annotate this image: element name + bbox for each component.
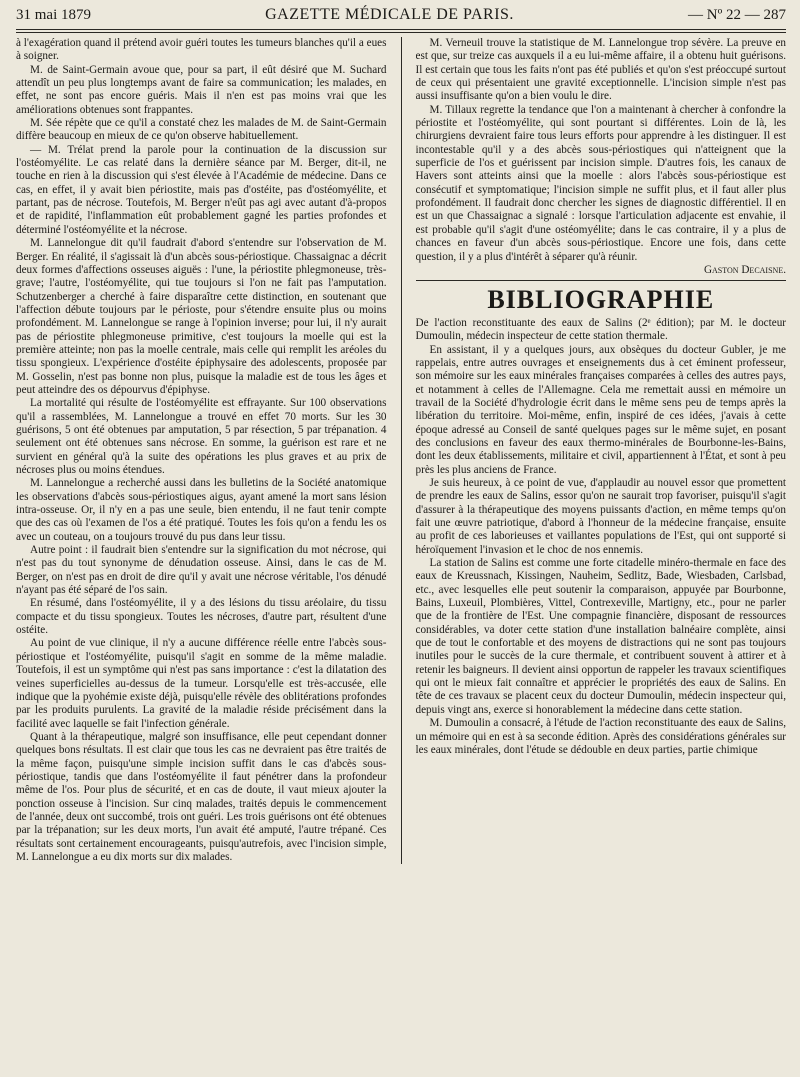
- paragraph: Quant à la thérapeutique, malgré son insuffisance, elle peut cependant donner quelques bons résultats. Il est clair que tous les cas ne devraient pas être traités de la même façon, puisqu'une simple incision suffit dans le cas d'abcès sous-périostique, tandis que dans l'ostéomyélite il faut pénétrer dans la profondeur même de l'os. Pour plus de sécurité, et en cas de doute, il vaut mieux ajouter la ponction osseuse à l'incision. Sur cinq malades, traités depuis le commencement de l'année, deux ont succombé, trois ont guéri. Les trois guérisons ont été obtenues par la trépanation; sur les deux morts, l'un avait été amputé, l'autre trépané. Ces résultats sont certainement encourageants, puisqu'autrefois, avec l'incision simple, M. Lannelongue a eu dix morts sur dix malades.: [16, 730, 387, 863]
- header-issue-page: [688, 7, 786, 24]
- paragraph: M. Dumoulin a consacré, à l'étude de l'action reconstituante des eaux de Salins, un mémoire qui en est à sa seconde édition. Après des considérations générales sur les eaux minérales, dont l'étude se dédouble en deux parties, partie chimique: [415, 717, 787, 756]
- paragraph: La station de Salins est comme une forte citadelle minéro-thermale en face des eaux de Kreussnach, Kissingen, Nauheim, Sedlitz, Bade, Wiesbaden, Carlsbad, etc., avec lesquelles elle peut soutenir la comparaison, appuyée par Bourbonne, Bains, Luxeuil, Plombières, Vittel, Contrexeville, Martigny, etc., pour ne parler que de la frontière de l'Est. Une compagnie financière, disposant de ressources considérables, va doter cette station d'une installation balnéaire complète, ainsi que de tout le confortable et des moyens de distractions qui ne sont pas toujours inutiles pour le succès de la cure thermale, et contribuent souvent à attirer et à retenir les baigneurs. Il devient ainsi opportun de rappeler les travaux scientifiques qui ont le mieux fait connaître et apprécier le propriétés des eaux de Salins. En tête de ces travaux se placent ceux du docteur Dumoulin, médecin inspecteur qui, depuis vingt ans, exerce si honorablement la médecine dans cette station.: [415, 557, 787, 716]
- header-rule-secondary: [16, 32, 786, 33]
- paragraph: M. Verneuil trouve la statistique de M. Lannelongue trop sévère. La preuve en est que, sur treize cas auxquels il a eu lui-même affaire, il a obtenu huit guérisons. Il est certain que tous les faits n'ont pas été publiés et qu'on s'est préoccupé surtout de ceux qui présentaient une gravité exceptionnelle. L'incision simple n'est pas aussi insuffisante qu'on a bien voulu le dire.: [415, 37, 787, 103]
- header-date: 31 mai 1879: [16, 7, 91, 23]
- book-title: De l'action reconstituante des eaux de Salins (2ᵉ édition); par M. le docteur Dumoulin, médecin inspecteur de cette station thermale.: [415, 316, 787, 343]
- paragraph: à l'exagération quand il prétend avoir guéri toutes les tumeurs blanches qu'il a eues à soigner.: [16, 37, 387, 63]
- paragraph: M. Tillaux regrette la tendance que l'on a maintenant à chercher à confondre la périostite et l'ostéomyélite, qui sont pourtant si différentes. Loin de là, les chirurgiens devraient faire tous leurs efforts pour apprendre à les distinguer. Il est incontestable qu'il y a des abcès sous-périostiques qui n'atteignent que la superficie de l'os et guérissent par incision simple. D'autres fois, les canaux de Havers sont atteints ainsi que la moelle : alors l'abcès sous-périostique est consécutif et symptomatique; l'incision simple ne suffit plus, et il faut aller plus profondément. Il faudrait donc chercher les signes de diagnostic différentiel. Il en est un que Chassaignac a signalé : lorsque l'articulation adjacente est envahie, il est probable qu'il s'agit d'une ostéomyélite; dans le cas contraire, il y a plus de chances en faveur d'un abcès sous-périostique. Encore une fois, dans cette question, il y a plus d'intérêt à séparer qu'à réunir.: [415, 103, 787, 263]
- paragraph: Au point de vue clinique, il n'y a aucune différence réelle entre l'abcès sous-périostique et l'ostéomyélite, puisqu'il s'agit en somme de la même maladie. Toutefois, il est un symptôme qui n'est pas sans importance : c'est la dilatation des veines superficielles au-dessus de la tumeur. Lorsqu'elle est très-accusée, elle indique que la pyohémie existe déjà, puisqu'elle révèle des oblitérations profondes par les produits purulents. La gravité de la maladie réside précisément dans la facilité avec laquelle se fait l'infection générale.: [16, 637, 387, 730]
- paragraph: M. Lannelongue a recherché aussi dans les bulletins de la Société anatomique les observations d'abcès sous-périostiques aigus, ayant amené la mort sans lésion intra-osseuse. Or, il n'y en a pas une seule, bien entendu, il ne faut tenir compte que des cas où l'examen de l'os a été pratiqué. Toutes les fois qu'on a fendu les os avec un couteau, on a toujours trouvé du pus dans leur tissu.: [16, 477, 387, 543]
- column-divider: [401, 37, 402, 864]
- paragraph: M. Lannelongue dit qu'il faudrait d'abord s'entendre sur l'observation de M. Berger. En réalité, il s'agissait là d'un abcès sous-périostique. Chassaignac a décrit deux formes d'affections osseuses aiguës : l'une, la périostite phlegmoneuse, très-grave; l'autre, l'ostéomyélite, qui tue toujours si l'on ne fait pas l'amputation. Schutzenberger a cherché à faire disparaître cette distinction, en soutenant que l'affection débute toujours par le périoste, pour s'étendre ensuite plus ou moins profondément. M. Lannelongue se range à l'opinion inverse; pour lui, il n'y aurait pas de périostite phlegmoneuse primitive, c'est toujours la moelle qui est la première atteinte; non pas la moelle centrale, mais celle qui remplit les aréoles du tissu spongieux. L'expérience d'ostéite épiphysaire des adolescents, proposée par M. Gosselin, n'est pas bonne non plus, puisque la maladie est de tous les âges et peut atteindre des os dépourvus d'épiphyse.: [16, 237, 387, 396]
- journal-title: GAZETTE MÉDICALE DE PARIS.: [265, 6, 514, 23]
- paragraph: La mortalité qui résulte de l'ostéomyélite est effrayante. Sur 100 observations qu'il a rassemblées, M. Lannelongue a trouvé en effet 70 morts. Sur les 30 guérisons, 5 ont été obtenues par amputation, 5 par résection, 5 par trépanation. 4 seulement ont été obtenues sans nécrose. En somme, la guérison est rare et ne survient en général qu'à la suite des opérations les plus graves et au prix de nécroses plus ou moins étendues.: [16, 397, 387, 476]
- header-rule: [16, 29, 786, 30]
- paragraph: En résumé, dans l'ostéomyélite, il y a des lésions du tissu aréolaire, du tissu compacte et du tissu spongieux. Toutes les nécroses, d'autre part, résultent d'une ostéite.: [16, 597, 387, 637]
- paragraph: — M. Trélat prend la parole pour la continuation de la discussion sur l'ostéomyélite. Le cas relaté dans la dernière séance par M. Berger, dit-il, ne touche en rien à la discussion qui s'est élevée à l'Académie de médecine. Dans ce cas, en effet, il y avait bien périostite, mais pas d'ostéite, pas d'ostéomyélite, et partant, pas de nécrose. Toutefois, M. Berger n'eût pas agi avec autant d'à-propos et de rapidité, l'inflammation eût probablement gagné les parties profondes et déterminé l'ostéomyélite et la nécrose.: [16, 143, 387, 236]
- issue-number: — Nº 22 —: [688, 7, 760, 23]
- left-column: [16, 37, 387, 864]
- section-rule: [416, 280, 787, 281]
- paragraph: Je suis heureux, à ce point de vue, d'applaudir au nouvel essor que promettent de prendre les eaux de Salins, essor qu'on ne saurait trop favoriser, puisqu'il s'agit d'assurer à la thérapeutique des moyens puissants d'action, en même temps qu'on fait une œuvre patriotique, d'abord à l'honneur de la médecine française, ensuite au profit de ces laborieuses et vaillantes populations de l'Est, qui ont supporté si héroïquement l'invasion et le choc de nos ennemis.: [415, 476, 787, 556]
- paragraph: En assistant, il y a quelques jours, aux obsèques du docteur Gubler, je me rappelais, entre autres ouvrages et enseignements dus à cet éminent professeur, son mémoire sur les eaux minérales françaises comparées à celles des autres pays, et notamment à celles de l'Allemagne. Cela me remettait aussi en mémoire un travail de la Société d'hydrologie écrit dans le même sens peu de temps après la libération du territoire. Moi-même, enfin, inspiré de ces idées, j'avais à cette époque adressé au Conseil de santé quelques pages sur le même sujet, en posant des conclusions en faveur des eaux thermo-minérales de Bourbonne-les-Bains, dont les deux établissements, militaire et civil, appartiennent à l'État, et sont à peu près les plus anciens de France.: [415, 343, 787, 476]
- paragraph: M. de Saint-Germain avoue que, pour sa part, il eût désiré que M. Suchard attendît un peu plus longtemps avant de faire sa communication; les malades, en effet, ne sont pas encore guéris. Mais il n'en est pas moins vrai que les améliorations obtenues sont frappantes.: [16, 63, 387, 116]
- columns: [16, 37, 786, 864]
- page-header: [16, 6, 786, 26]
- paragraph: M. Sée répète que ce qu'il a constaté chez les malades de M. de Saint-Germain diffère beaucoup en mieux de ce qu'on observe habituellement.: [16, 117, 387, 143]
- paragraph: Autre point : il faudrait bien s'entendre sur la signification du mot nécrose, qui n'est pas du tout synonyme de dénudation osseuse. Ainsi, dans le cas de M. Berger, on n'est pas en droit de dire qu'il y avait une nécrose véritable, l'os dénudé n'ayant pas été séparé de l'os sain.: [16, 544, 387, 597]
- section-heading: BIBLIOGRAPHIE: [487, 284, 715, 314]
- right-column: [416, 37, 787, 864]
- author-signature: Gaston Decaisne.: [703, 263, 787, 276]
- page-number: 287: [763, 7, 786, 23]
